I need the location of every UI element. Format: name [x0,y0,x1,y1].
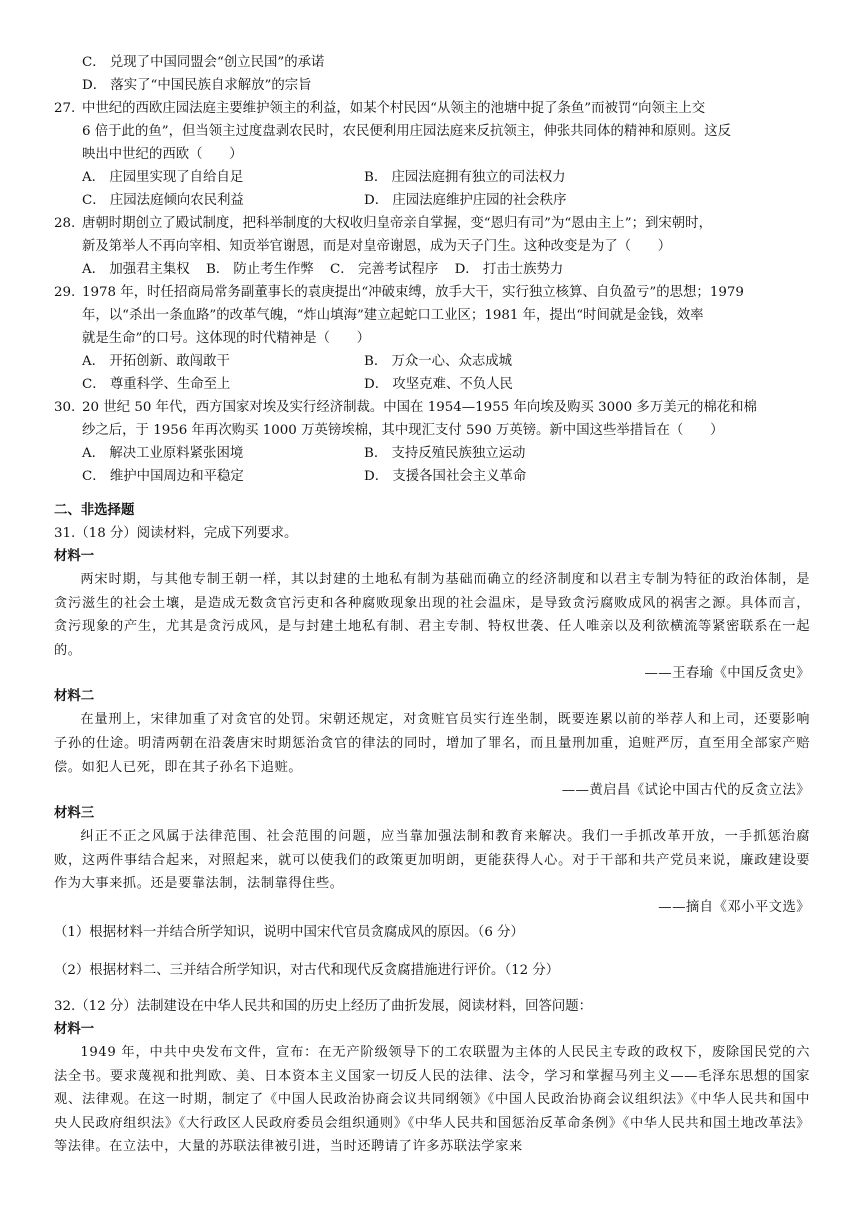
question-text: 纱之后，于 1956 年再次购买 1000 万英镑埃棉，其中现汇支付 590 万英镑。新中国这些举措旨在（ ） [82,423,724,438]
material-1-text: 两宋时期，与其他专制王朝一样，其以封建的土地私有制为基础而确立的经济制度和以君主专制为特征的政治体制，是贪污滋生的社会土壤，是造成无数贪官污吏和各种腐败现象出现的社会温床，是导致贪污腐败成风的祸害之源。具体而言，贪污现象的产生，尤其是贪污成风，是与封建土地私有制、君主专制、特权世袭、任人唯亲以及利欲横流等紧密联系在一起的。 [54,572,810,658]
question-28 [54,212,810,281]
question-text: 1978 年，时任招商局常务副董事长的袁庚提出“冲破束缚，放手大干，实行独立核算、自负盈亏”的思想；1979 [82,285,744,300]
q28-option-b[interactable]: B． 防止考生作弊 [205,262,314,277]
q29-option-c[interactable]: C． 尊重科学、生命至上 [82,377,231,392]
section-title: 二、非选择题 [54,502,135,518]
material-3-source: ——摘自《邓小平文选》 [658,899,810,915]
question-text: 就是生命”的口号。这体现的时代精神是（ ） [82,331,371,346]
question-text: 新及第举人不再向宰相、知贡举官谢恩，而是对皇帝谢恩，成为天子门生。这种改变是为了（ ） [82,239,672,254]
question-text: 20 世纪 50 年代，西方国家对埃及实行经济制裁。中国在 1954—1955 年向埃及购买 3000 多万美元的棉花和棉 [82,400,757,415]
material-2-text: 在量刑上，宋律加重了对贪官的处罚。宋朝还规定，对贪赃官员实行连坐制，既要连累以前的举荐人和上司，还要影响子孙的仕途。明清两朝在沿袭唐宋时期惩治贪官的律法的同时，增加了罪名，而且量刑加重，追赃严厉，直至用全部家产赔偿。如犯人已死，即在其子孙名下追赃。 [54,712,810,775]
material-1-source: ——王春瑜《中国反贪史》 [644,666,810,682]
question-27 [54,97,810,212]
question-number: 29. [54,285,76,300]
material-1-text: 1949 年，中共中央发布文件，宣布：在无产阶级领导下的工农联盟为主体的人民民主专政的政权下，废除国民党的六法全书。要求蔑视和批判欧、美、日本资本主义国家一切反人民的法律、法令，学习和掌握马列主义——毛泽东思想的国家观、法律观。在这一时期，制定了《中国人民政治协商会议共同纲领》《中国人民政治协商会议组织法》《中华人民共和国中央人民政府组织法》《大行政区人民政府委员会组织通则》《中华人民共和国惩治反革命条例》《中华人民共和国土地改革法》等法律。在立法中，大量的苏联法律被引进，当时还聘请了许多苏联法学家来 [54,1044,810,1155]
q29-option-d[interactable]: D． 攻坚克难、不负人民 [364,377,513,392]
q28-option-c[interactable]: C． 完善考试程序 [330,262,439,277]
material-1-title: 材料一 [54,548,95,564]
q28-option-d[interactable]: D． 打击士族势力 [454,262,564,277]
question-intro: 32.（12 分）法制建设在中华人民共和国的历史上经历了曲折发展，阅读材料，回答问题： [54,998,593,1014]
material-2-title: 材料二 [54,688,95,705]
q26-option-c[interactable]: C． 兑现了中国同盟会“创立民国”的承诺 [82,55,325,70]
q29-option-b[interactable]: B． 万众一心、众志成城 [364,354,513,369]
question-31 [54,522,810,995]
question-30 [54,396,810,488]
q30-option-b[interactable]: B． 支持反殖民族独立运动 [364,446,526,461]
q30-option-d[interactable]: D． 支援各国社会主义革命 [364,469,527,484]
q27-option-c[interactable]: C． 庄园法庭倾向农民利益 [82,193,244,208]
question-text: 唐朝时期创立了殿试制度，把科举制度的大权收归皇帝亲自掌握，变“恩归有司”为“恩由主上”；到宋朝时， [82,216,712,231]
material-2-source: ——黄启昌《试论中国古代的反贪立法》 [561,783,810,799]
q27-option-b[interactable]: B． 庄园法庭拥有独立的司法权力 [364,170,566,185]
question-number: 30. [54,400,76,415]
q27-option-d[interactable]: D． 庄园法庭维护庄园的社会秩序 [364,193,567,208]
q26-option-d[interactable]: D． 落实了“中国民族自求解放”的宗旨 [82,78,312,93]
question-text: 映出中世纪的西欧（ ） [82,147,243,162]
sub-question-2: （2）根据材料二、三并结合所学知识，对古代和现代反贪腐措施进行评价。（12 分） [54,962,560,978]
question-32 [54,995,810,1159]
q29-option-a[interactable]: A． 开拓创新、敢闯敢干 [82,354,230,369]
q30-option-c[interactable]: C． 维护中国周边和平稳定 [82,469,244,484]
question-number: 27. [54,101,76,116]
sub-question-1: （1）根据材料一并结合所学知识，说明中国宋代官员贪腐成风的原因。（6 分） [54,924,524,940]
q28-option-a[interactable]: A． 加强君主集权 [82,262,190,277]
question-text: 年，以“杀出一条血路”的改革气魄，“炸山填海”建立起蛇口工业区；1981 年，提出“时间就是金钱，效率 [82,308,704,323]
material-1-title: 材料一 [54,1020,95,1037]
q27-option-a[interactable]: A． 庄园里实现了自给自足 [82,170,244,185]
question-text: 6 倍于此的鱼”，但当领主过度盘剥农民时，农民便利用庄园法庭来反抗领主，伸张共同体的精神和原则。这反 [82,124,731,139]
material-3-text: 纠正不正之风属于法律范围、社会范围的问题，应当靠加强法制和教育来解决。我们一手抓改革开放，一手抓惩治腐败，这两件事结合起来，对照起来，就可以使我们的政策更加明朗，更能获得人心。对于干部和共产党员来说，廉政建设要作为大事来抓。还是要靠法制，法制靠得住些。 [54,829,810,892]
question-intro: 31.（18 分）阅读材料，完成下列要求。 [54,526,298,541]
question-text: 中世纪的西欧庄园法庭主要维护领主的利益，如某个村民因“从领主的池塘中捉了条鱼”而被罚“向领主上交 [82,101,706,116]
q30-option-a[interactable]: A． 解决工业原料紧张困境 [82,446,244,461]
question-29 [54,281,810,396]
material-3-title: 材料三 [54,805,95,822]
question-number: 28. [54,216,76,231]
exam-page [54,51,810,1159]
